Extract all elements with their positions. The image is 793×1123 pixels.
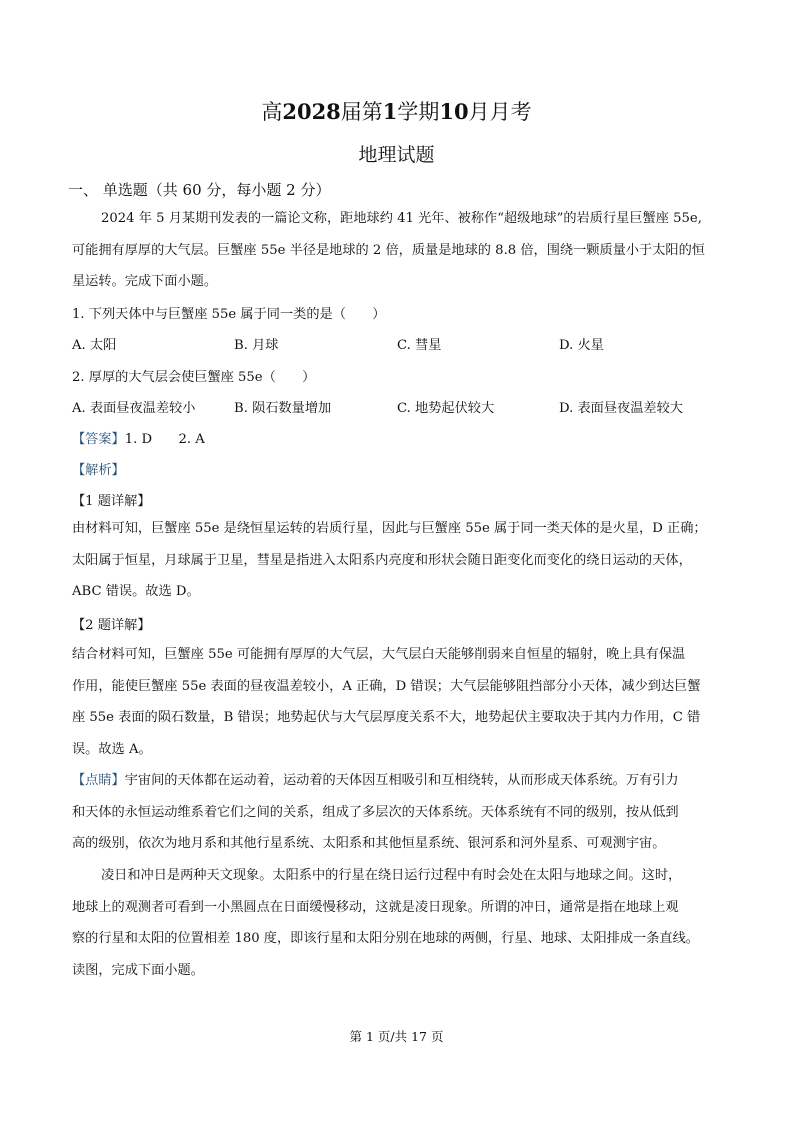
detail-2-tag: 【2 题详解】 xyxy=(72,618,151,633)
material-1-line: 可能拥有厚厚的大气层。巨蟹座 55e 半径是地球的 2 倍，质量是地球的 8.8 倍，围绕一颗质量小于太阳的恒 xyxy=(72,242,705,258)
answer-line xyxy=(72,428,205,447)
material-2-line: 读图，完成下面小题。 xyxy=(72,962,204,978)
answer-text: 1. D 2. A xyxy=(124,432,205,447)
question-1-option-b: B. 月球 xyxy=(234,338,279,353)
question-2-option-c: C. 地势起伏较大 xyxy=(397,401,495,416)
detail-2-line: 误。故选 A。 xyxy=(72,741,152,757)
detail-2-line: 作用，能使巨蟹座 55e 表面的昼夜温差较小，A 正确，D 错误；大气层能够阻挡部分小天体，减少到达巨蟹 xyxy=(72,678,701,694)
answer-tag: 【答案】 xyxy=(72,432,125,447)
material-2-line: 凌日和冲日是两种天文现象。太阳系中的行星在绕日运行过程中有时会处在太阳与地球之间。这时， xyxy=(101,868,682,883)
detail-1-line: 太阳属于恒星，月球属于卫星，彗星是指进入太阳系内亮度和形状会随日距变化而变化的绕日运动的天体， xyxy=(72,552,692,568)
material-2-line: 地球上的观测者可看到一小黑圆点在日面缓慢移动，这就是凌日现象。所谓的冲日，通常是指在地球上观 xyxy=(72,899,679,915)
page-title: 高2028届第1学期10月月考 xyxy=(261,99,532,124)
tip-line: 高的级别，依次为地月系和其他行星系统、太阳系和其他恒星系统、银河系和河外星系、可观测宇宙。 xyxy=(72,836,666,851)
detail-1-body xyxy=(72,513,727,608)
tip-block xyxy=(72,765,727,860)
material-1-line: 2024 年 5 月某期刊发表的一篇论文称，距地球约 41 光年、被称作“超级地球”的岩质行星巨蟹座 55e, xyxy=(101,211,702,226)
question-1-option-c: C. 彗星 xyxy=(397,338,442,353)
page-footer: 第 1 页/共 17 页 xyxy=(349,1029,444,1044)
analysis-tag: 【解析】 xyxy=(72,463,125,478)
material-1-line: 星运转。完成下面小题。 xyxy=(72,274,218,289)
question-2-option-a: A. 表面昼夜温差较小 xyxy=(72,401,196,416)
detail-2-line: 座 55e 表面的陨石数量，B 错误；地势起伏与大气层厚度关系不大，地势起伏主要取决于其内力作用，C 错 xyxy=(72,710,701,725)
tip-line: 【点睛】宇宙间的天体都在运动着，运动着的天体因互相吸引和互相绕转，从而形成天体系统。万有引力 xyxy=(72,773,679,788)
question-2-stem: 2. 厚厚的大气层会使巨蟹座 55e（ ） xyxy=(72,370,316,385)
question-1-option-a: A. 太阳 xyxy=(72,338,117,353)
tip-line: 和天体的永恒运动维系着它们之间的关系，组成了多层次的天体系统。天体系统有不同的级别，按从低到 xyxy=(72,804,679,820)
detail-1-tag: 【1 题详解】 xyxy=(72,494,151,509)
material-2-line: 察的行星和太阳的位置相差 180 度，即该行星和太阳分别在地球的两侧，行星、地球、太阳排成一条直线。 xyxy=(72,931,699,946)
detail-1-line: 由材料可知，巨蟹座 55e 是绕恒星运转的岩质行星，因此与巨蟹座 55e 属于同一类天体的是火星，D 正确； xyxy=(72,521,707,536)
material-1 xyxy=(72,203,727,298)
question-2-option-d: D. 表面昼夜温差较大 xyxy=(559,401,683,416)
section-heading: 一、 单选题（共 60 分，每小题 2 分） xyxy=(68,181,331,199)
detail-2-body xyxy=(72,639,727,765)
question-2-option-b: B. 陨石数量增加 xyxy=(234,401,332,416)
question-1-option-d: D. 火星 xyxy=(559,338,604,353)
tip-tag: 【点睛】 xyxy=(72,773,125,788)
question-1-stem: 1. 下列天体中与巨蟹座 55e 属于同一类的是（ ） xyxy=(72,307,386,322)
detail-1-line: ABC 错误。故选 D。 xyxy=(72,584,200,599)
page-subtitle: 地理试题 xyxy=(358,144,435,166)
material-2 xyxy=(72,860,727,986)
detail-2-line: 结合材料可知，巨蟹座 55e 可能拥有厚厚的大气层，大气层白天能够削弱来自恒星的辐射，晚上具有保温 xyxy=(72,647,686,662)
